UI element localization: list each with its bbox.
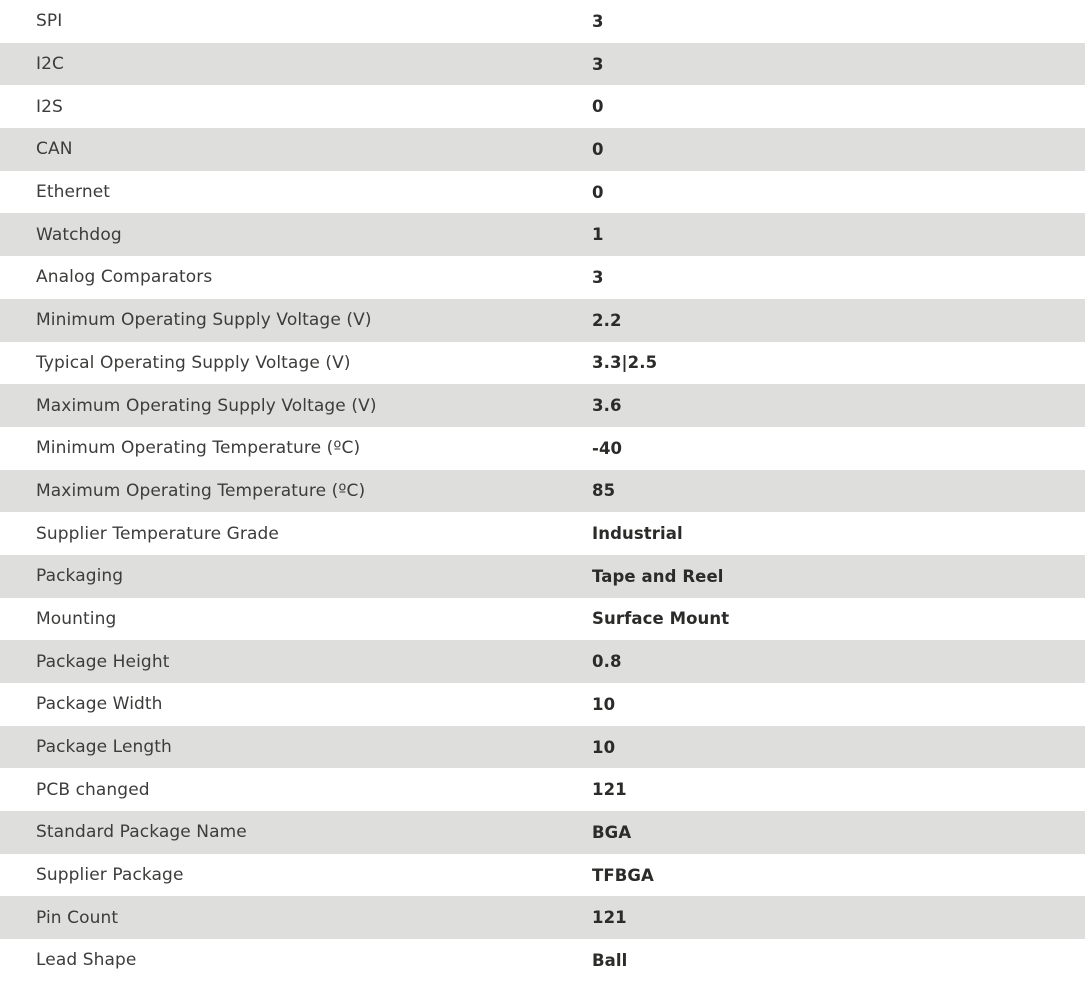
attribute-value-cell: 121 <box>563 896 1085 939</box>
attribute-value-cell: 3 <box>563 0 1085 43</box>
attribute-value-cell: 1 <box>563 213 1085 256</box>
table-row <box>0 683 1085 726</box>
attribute-name-cell: Maximum Operating Supply Voltage (V) <box>0 384 563 427</box>
attribute-value-cell: BGA <box>563 811 1085 854</box>
attribute-value-cell: 3.3|2.5 <box>563 342 1085 385</box>
attribute-value-cell: TFBGA <box>563 854 1085 897</box>
attribute-name-cell: Minimum Operating Supply Voltage (V) <box>0 299 563 342</box>
table-row <box>0 171 1085 214</box>
attribute-name-cell: Typical Operating Supply Voltage (V) <box>0 342 563 385</box>
table-row <box>0 256 1085 299</box>
attribute-value-cell: 2.2 <box>563 299 1085 342</box>
table-row <box>0 342 1085 385</box>
attribute-value-cell: Tape and Reel <box>563 555 1085 598</box>
attribute-value-cell: -40 <box>563 427 1085 470</box>
attribute-value-cell: 0 <box>563 171 1085 214</box>
attribute-name-cell: Package Length <box>0 726 563 769</box>
table-row <box>0 470 1085 513</box>
attribute-value-cell: 121 <box>563 768 1085 811</box>
attribute-name-cell: Ethernet <box>0 171 563 214</box>
attribute-name-cell: Mounting <box>0 598 563 641</box>
attribute-name-cell: CAN <box>0 128 563 171</box>
table-row <box>0 598 1085 641</box>
attribute-value-cell: Ball <box>563 939 1085 982</box>
attribute-name-cell: Lead Shape <box>0 939 563 982</box>
attribute-name-cell: Supplier Package <box>0 854 563 897</box>
table-row <box>0 640 1085 683</box>
attribute-name-cell: PCB changed <box>0 768 563 811</box>
table-row <box>0 85 1085 128</box>
attribute-name-cell: Package Width <box>0 683 563 726</box>
table-row <box>0 854 1085 897</box>
attribute-name-cell: SPI <box>0 0 563 43</box>
table-row <box>0 768 1085 811</box>
attribute-value-cell: 3 <box>563 256 1085 299</box>
table-row <box>0 726 1085 769</box>
attribute-name-cell: Packaging <box>0 555 563 598</box>
table-row <box>0 555 1085 598</box>
attribute-value-cell: 10 <box>563 726 1085 769</box>
attribute-name-cell: Maximum Operating Temperature (ºC) <box>0 470 563 513</box>
table-row <box>0 896 1085 939</box>
attribute-name-cell: Watchdog <box>0 213 563 256</box>
table-row <box>0 43 1085 86</box>
attribute-value-cell: 3.6 <box>563 384 1085 427</box>
attribute-value-cell: 85 <box>563 470 1085 513</box>
attribute-name-cell: I2S <box>0 85 563 128</box>
attribute-name-cell: Minimum Operating Temperature (ºC) <box>0 427 563 470</box>
attribute-value-cell: 0 <box>563 128 1085 171</box>
attribute-name-cell: Analog Comparators <box>0 256 563 299</box>
table-row <box>0 213 1085 256</box>
attribute-name-cell: Package Height <box>0 640 563 683</box>
table-row <box>0 811 1085 854</box>
table-row <box>0 427 1085 470</box>
attribute-value-cell: Surface Mount <box>563 598 1085 641</box>
attribute-name-cell: Pin Count <box>0 896 563 939</box>
table-row <box>0 299 1085 342</box>
attribute-value-cell: 0 <box>563 85 1085 128</box>
attribute-value-cell: 3 <box>563 43 1085 86</box>
attribute-name-cell: Standard Package Name <box>0 811 563 854</box>
table-row <box>0 512 1085 555</box>
table-row <box>0 128 1085 171</box>
table-row <box>0 0 1085 43</box>
attribute-value-cell: 0.8 <box>563 640 1085 683</box>
attribute-name-cell: I2C <box>0 43 563 86</box>
attribute-value-cell: Industrial <box>563 512 1085 555</box>
table-row <box>0 384 1085 427</box>
attribute-value-cell: 10 <box>563 683 1085 726</box>
table-row <box>0 939 1085 982</box>
attribute-name-cell: Supplier Temperature Grade <box>0 512 563 555</box>
